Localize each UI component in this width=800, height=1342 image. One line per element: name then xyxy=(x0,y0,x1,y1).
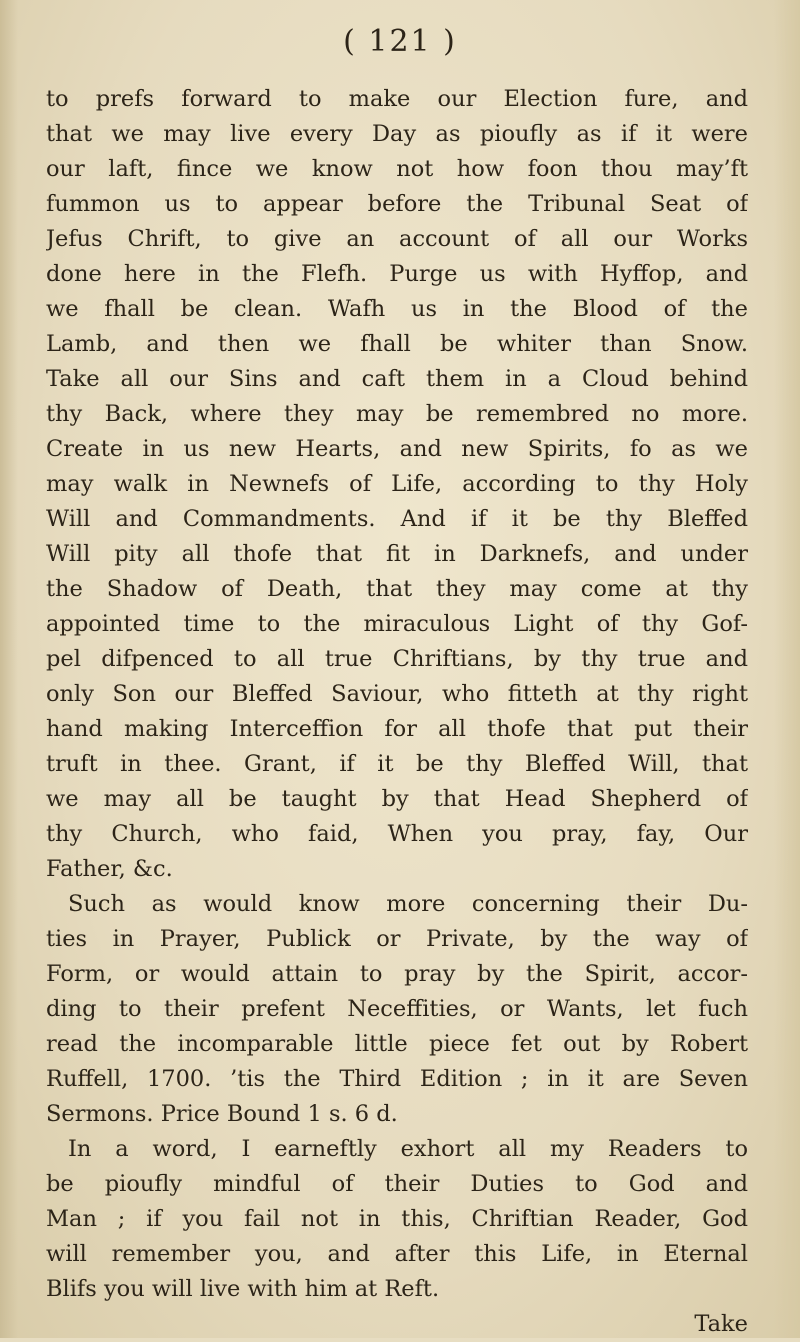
text-line: thy Back, where they may be remembred no more. xyxy=(46,401,748,427)
text-line: we fhall be clean. Wafh us in the Blood of the xyxy=(46,296,748,322)
text-line: done here in the Flefh. Purge us with Hyffop, and xyxy=(46,261,748,287)
text-line: Blifs you will live with him at Reft. xyxy=(46,1276,440,1302)
text-line: Will and Commandments. And if it be thy Bleffed xyxy=(46,506,748,532)
text-line: will remember you, and after this Life, in Eternal xyxy=(46,1241,748,1267)
text-line: Take xyxy=(694,1311,748,1337)
text-line: only Son our Bleffed Saviour, who fitteth at thy right xyxy=(46,681,748,707)
text-line: be pioufly mindful of their Duties to God and xyxy=(46,1171,748,1197)
text-line: Sermons. Price Bound 1 s. 6 d. xyxy=(46,1101,398,1127)
text-line: Will pity all thofe that fit in Darknefs, and under xyxy=(46,541,748,567)
text-line: ties in Prayer, Publick or Private, by the way of xyxy=(46,926,748,952)
text-line: that we may live every Day as pioufly as if it were xyxy=(46,121,748,147)
text-line: we may all be taught by that Head Shepherd of xyxy=(46,786,748,812)
text-line: Such as would know more concerning their Du- xyxy=(68,891,748,917)
text-line: Form, or would attain to pray by the Spirit, accor- xyxy=(46,961,748,987)
text-line: hand making Interceffion for all thofe that put their xyxy=(46,716,748,742)
text-line: Jefus Chrift, to give an account of all our Works xyxy=(46,226,748,252)
text-line: truft in thee. Grant, if it be thy Bleffed Will, that xyxy=(46,751,748,777)
text-line: Ruffell, 1700. ’tis the Third Edition ; in it are Seven xyxy=(46,1066,748,1092)
page-right-shadow xyxy=(774,0,800,1338)
text-line: In a word, I earneftly exhort all my Readers to xyxy=(68,1136,748,1162)
body-text xyxy=(46,82,748,1342)
text-line: may walk in Newnefs of Life, according to thy Holy xyxy=(46,471,748,497)
page-left-shadow xyxy=(0,0,18,1338)
text-line: Create in us new Hearts, and new Spirits, fo as we xyxy=(46,436,748,462)
text-line: read the incomparable little piece fet out by Robert xyxy=(46,1031,748,1057)
text-line: appointed time to the miraculous Light of thy Gof- xyxy=(46,611,748,637)
text-line: fummon us to appear before the Tribunal Seat of xyxy=(46,191,748,217)
page-number: ( 121 ) xyxy=(343,24,457,59)
text-line: to prefs forward to make our Election fure, and xyxy=(46,86,748,112)
text-line: ding to their prefent Neceffities, or Wants, let fuch xyxy=(46,996,748,1022)
text-line: Lamb, and then we fhall be whiter than Snow. xyxy=(46,331,748,357)
text-line: thy Church, who faid, When you pray, fay, Our xyxy=(46,821,748,847)
text-line: our laft, fince we know not how foon thou may’ft xyxy=(46,156,748,182)
text-line: Man ; if you fail not in this, Chriftian Reader, God xyxy=(46,1206,748,1232)
text-line: Father, &c. xyxy=(46,856,173,882)
text-line: Take all our Sins and caft them in a Cloud behind xyxy=(46,366,748,392)
text-line: pel difpenced to all true Chriftians, by thy true and xyxy=(46,646,748,672)
text-line: the Shadow of Death, that they may come at thy xyxy=(46,576,748,602)
